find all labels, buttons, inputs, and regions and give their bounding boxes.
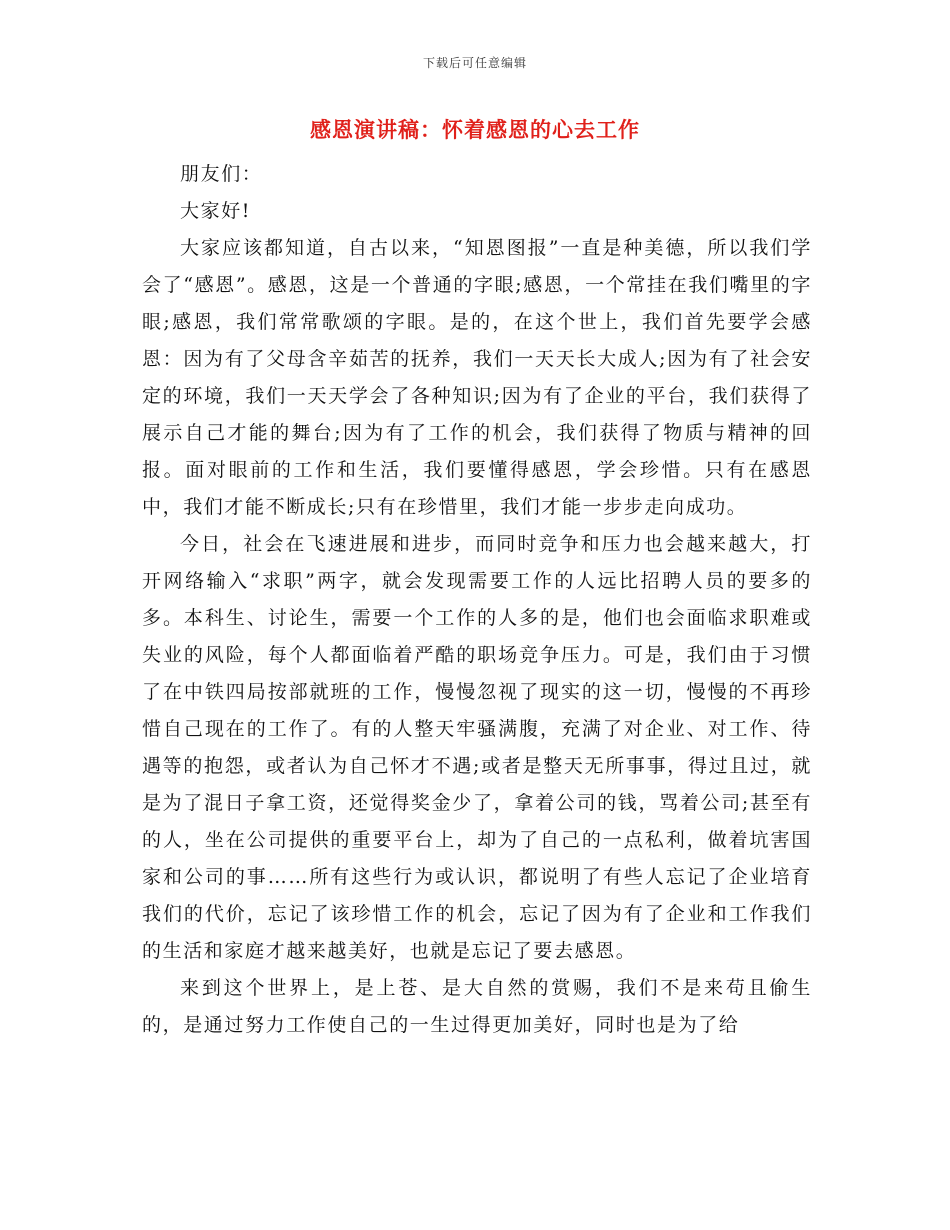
document-body <box>142 156 812 1044</box>
salutation: 朋友们： <box>180 163 263 185</box>
document-title: 感恩演讲稿：怀着感恩的心去工作 <box>310 117 640 142</box>
header-note: 下载后可任意编辑 <box>422 56 527 70</box>
greeting: 大家好! <box>180 200 252 222</box>
body-paragraph: 来到这个世界上，是上苍、是大自然的赏赐，我们不是来苟且偷生的，是通过努力工作使自己的一生过得更加美好，同时也是为了给 <box>142 977 812 1036</box>
body-paragraph: 大家应该都知道，自古以来，“知恩图报”一直是种美德，所以我们学会了“感恩”。感恩，这是一个普通的字眼;感恩，一个常挂在我们嘴里的字眼;感恩，我们常常歌颂的字眼。是的，在这个世上，我们首先要学会感恩：因为有了父母含辛茹苦的抚养，我们一天天长大成人;因为有了社会安定的环境，我们一天天学会了各种知识;因为有了企业的平台，我们获得了展示自己才能的舞台;因为有了工作的机会，我们获得了物质与精神的回报。面对眼前的工作和生活，我们要懂得感恩，学会珍惜。只有在感恩中，我们才能不断成长;只有在珍惜里，我们才能一步步走向成功。 <box>142 237 812 518</box>
body-paragraph: 今日，社会在飞速进展和进步，而同时竞争和压力也会越来越大，打开网络输入“求职”两字，就会发现需要工作的人远比招聘人员的要多的多。本科生、讨论生，需要一个工作的人多的是，他们也会面临求职难或失业的风险，每个人都面临着严酷的职场竞争压力。可是，我们由于习惯了在中铁四局按部就班的工作，慢慢忽视了现实的这一切，慢慢的不再珍惜自己现在的工作了。有的人整天牢骚满腹，充满了对企业、对工作、待遇等的抱怨，或者认为自己怀才不遇;或者是整天无所事事，得过且过，就是为了混日子拿工资，还觉得奖金少了，拿着公司的钱，骂着公司;甚至有的人，坐在公司提供的重要平台上，却为了自己的一点私利，做着坑害国家和公司的事……所有这些行为或认识，都说明了有些人忘记了企业培育我们的代价，忘记了该珍惜工作的机会，忘记了因为有了企业和工作我们的生活和家庭才越来越美好，也就是忘记了要去感恩。 <box>142 533 812 962</box>
